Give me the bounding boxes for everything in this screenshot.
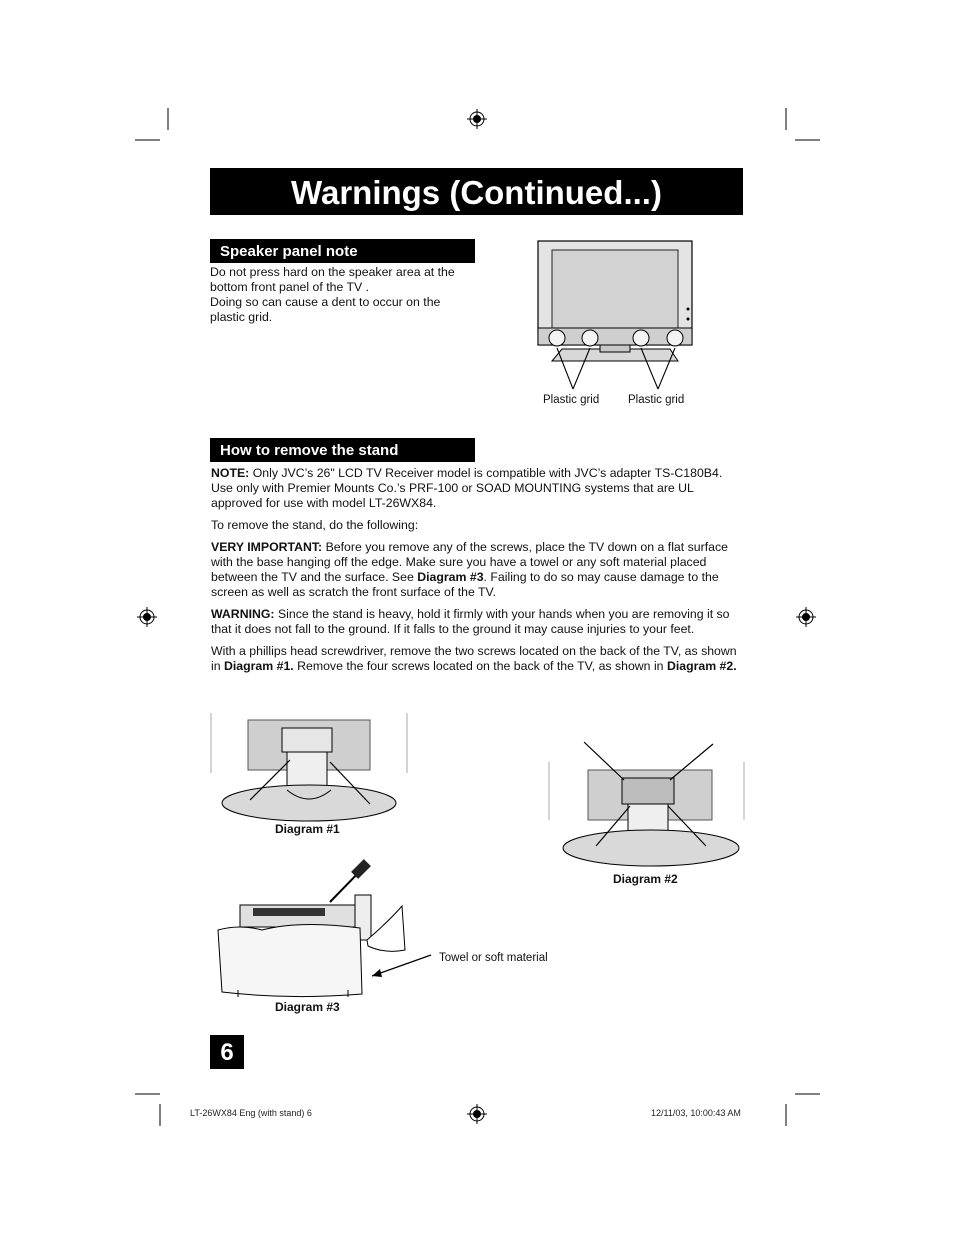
diagram-1-caption: Diagram #1 — [275, 822, 340, 836]
diagram-1-reference: Diagram #1. — [224, 659, 294, 673]
page-title: Warnings (Continued...) — [210, 168, 743, 215]
phillips-paragraph — [211, 644, 745, 674]
very-important-label: VERY IMPORTANT: — [211, 540, 323, 554]
diagram-1-illustration — [211, 713, 407, 821]
stand-instructions — [211, 466, 745, 681]
diagram-2-caption: Diagram #2 — [613, 872, 678, 886]
diagram-3-caption: Diagram #3 — [275, 1000, 340, 1014]
footer-left: LT-26WX84 Eng (with stand) 6 — [190, 1108, 312, 1118]
speaker-line-3: Doing so can cause a dent to occur on the — [210, 295, 441, 309]
speaker-line-4: plastic grid. — [210, 310, 273, 324]
speaker-note-text — [210, 265, 475, 325]
speaker-line-1: Do not press hard on the speaker area at the — [210, 265, 455, 279]
diagram-3-reference: Diagram #3 — [417, 570, 484, 584]
intro-paragraph: To remove the stand, do the following: — [211, 518, 419, 532]
speaker-section-heading: Speaker panel note — [210, 239, 475, 263]
page-number: 6 — [210, 1035, 244, 1069]
phillips-text-2: Remove the four screws located on the back of the TV, as shown in — [293, 659, 664, 673]
diagram-2-illustration — [549, 742, 744, 866]
stand-section-heading: How to remove the stand — [210, 438, 475, 462]
warning-label: WARNING: — [211, 607, 275, 621]
towel-label: Towel or soft material — [439, 952, 548, 964]
diagram-3-illustration — [218, 859, 431, 997]
phillips-text-1: With a phillips head screwdriver, remove the two screws located on the back of the TV, as shown in — [211, 644, 737, 673]
tv-front-illustration — [538, 241, 692, 389]
registration-mark-left — [137, 607, 157, 627]
diagram-2-reference: Diagram #2. — [666, 659, 737, 673]
speaker-line-2: bottom front panel of the TV . — [210, 280, 370, 294]
plastic-grid-label-right: Plastic grid — [628, 394, 685, 406]
footer-right: 12/11/03, 10:00:43 AM — [651, 1108, 741, 1118]
warning-paragraph — [211, 607, 745, 637]
registration-mark-right — [796, 607, 816, 627]
very-important-text-2: . Failing to do so may cause damage to the screen as well as scratch the front surface of the TV. — [211, 570, 719, 599]
note-text: Only JVC’s 26" LCD TV Receiver model is compatible with JVC’s adapter TS-C180B4. Use only with Premier Mounts Co.’s PRF-100 or SOAD MOUNTING systems that are UL approved for use with model LT-26WX84. — [211, 466, 723, 510]
very-important-paragraph — [211, 540, 745, 600]
note-label: NOTE: — [211, 466, 250, 480]
registration-mark-top — [467, 109, 487, 129]
very-important-text-1: Before you remove any of the screws, place the TV down on a flat surface with the base hanging off the edge. Make sure you have a towel or any soft material placed between the TV and the surface. See — [211, 540, 728, 584]
registration-mark-bottom — [467, 1104, 487, 1124]
note-paragraph — [211, 466, 745, 511]
plastic-grid-label-left: Plastic grid — [543, 394, 600, 406]
warning-text: Since the stand is heavy, hold it firmly with your hands when you are removing it so that it does not fall to the ground. If it falls to the ground it may cause injuries to your feet. — [211, 607, 730, 636]
